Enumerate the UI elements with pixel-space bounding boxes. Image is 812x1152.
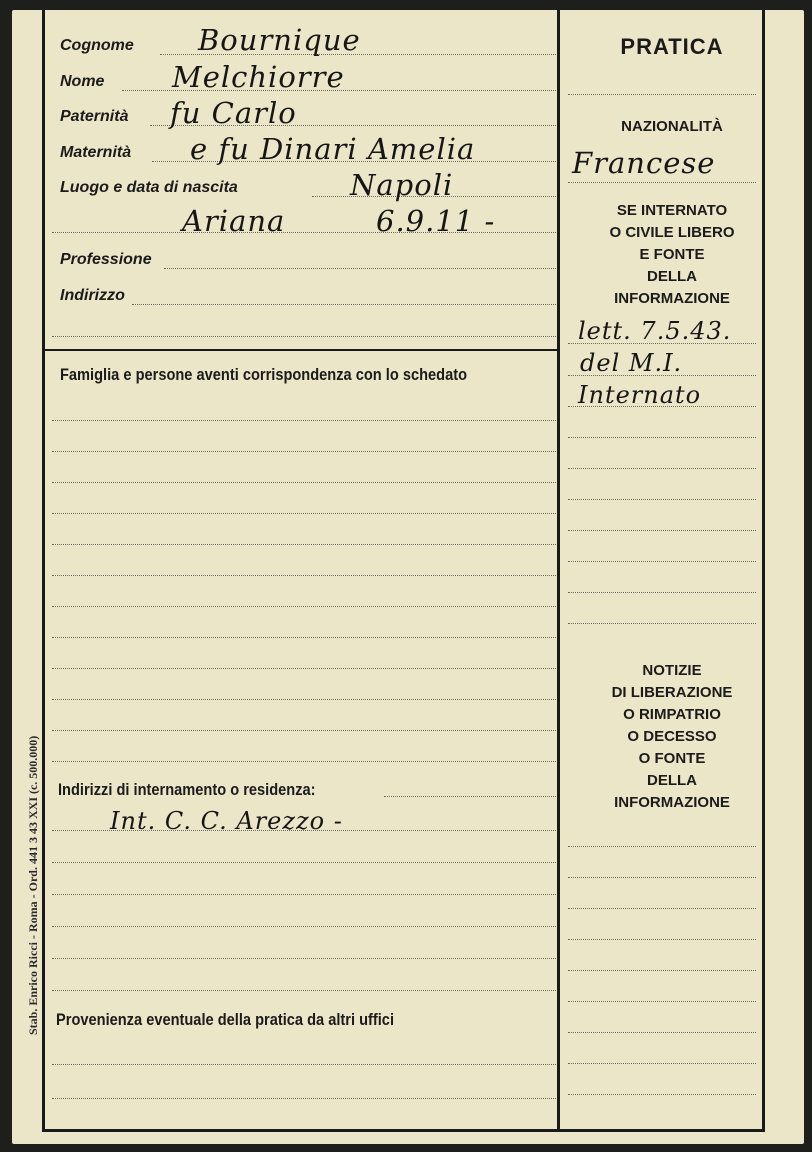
- fill-line: [568, 499, 756, 500]
- internato-value-3: Internato: [578, 381, 702, 409]
- fill-line: [568, 561, 756, 562]
- internato-line: SE INTERNATO: [616, 202, 728, 219]
- fill-line: [52, 894, 556, 895]
- fill-line: [52, 761, 556, 762]
- right-border: [762, 10, 765, 1132]
- fill-line: [52, 926, 556, 927]
- fill-line: [52, 420, 556, 421]
- fill-line: [52, 451, 556, 452]
- fill-line: [52, 336, 556, 337]
- nazionalita-label: NAZIONALITÀ: [621, 118, 723, 135]
- fill-line: [52, 668, 556, 669]
- section-famiglia: Famiglia e persone aventi corrispondenza con lo schedato: [60, 365, 468, 384]
- record-card: [12, 10, 804, 1144]
- fill-line: [52, 1064, 556, 1065]
- notizie-line: O RIMPATRIO: [623, 706, 721, 723]
- fill-line: [568, 468, 756, 469]
- fill-line: [568, 939, 756, 940]
- label-professione: Professione: [60, 251, 152, 268]
- fill-line: [568, 846, 756, 847]
- fill-line: [52, 699, 556, 700]
- internato-value-2: del M.I.: [580, 349, 683, 377]
- fill-line: [568, 908, 756, 909]
- bottom-border: [42, 1129, 765, 1132]
- fill-line: [52, 862, 556, 863]
- label-luogo-data: Luogo e data di nascita: [60, 179, 238, 196]
- fill-line: [52, 575, 556, 576]
- fill-line: [52, 606, 556, 607]
- fill-line: [568, 592, 756, 593]
- label-maternita: Maternità: [60, 144, 132, 161]
- fill-line: [568, 94, 756, 95]
- section-provenienza: Provenienza eventuale della pratica da altri uffici: [56, 1010, 395, 1029]
- internato-line: E FONTE: [639, 246, 705, 263]
- value-maternita: e fu Dinari Amelia: [190, 132, 476, 166]
- value-cognome: Bournique: [198, 23, 361, 57]
- fill-line: [52, 990, 556, 991]
- pratica-title: PRATICA: [620, 34, 724, 59]
- left-border: [42, 10, 45, 1132]
- fill-line: [568, 970, 756, 971]
- fill-line: [384, 796, 556, 797]
- fill-line: [568, 530, 756, 531]
- fill-line: [52, 544, 556, 545]
- fill-line: [568, 1001, 756, 1002]
- value-nome: Melchiorre: [172, 60, 345, 94]
- fill-line: [568, 437, 756, 438]
- fill-line: [568, 1094, 756, 1095]
- fill-line: [164, 268, 556, 269]
- printer-imprint: Stab. Enrico Ricci - Roma - Ord. 441 3 43 XXI (c. 500.000): [26, 735, 40, 1035]
- notizie-line: DI LIBERAZIONE: [611, 684, 733, 701]
- notizie-line: NOTIZIE: [642, 662, 702, 679]
- internato-line: O CIVILE LIBERO: [609, 224, 735, 241]
- value-luogo-2: Ariana: [182, 204, 286, 238]
- fill-line: [52, 958, 556, 959]
- label-nome: Nome: [60, 73, 105, 90]
- column-divider: [557, 10, 560, 1132]
- fill-line: [52, 830, 556, 831]
- internato-value-1: lett. 7.5.43.: [578, 317, 732, 345]
- value-data: 6.9.11 -: [376, 204, 496, 238]
- fill-line: [568, 623, 756, 624]
- fill-line: [132, 304, 556, 305]
- section-divider: [42, 349, 560, 351]
- fill-line: [52, 513, 556, 514]
- nazionalita-value: Francese: [572, 146, 716, 180]
- value-indirizzi: Int. C. C. Arezzo -: [110, 807, 343, 835]
- notizie-line: DELLA: [647, 772, 697, 789]
- internato-line: INFORMAZIONE: [614, 290, 730, 307]
- fill-line: [52, 1098, 556, 1099]
- internato-line: DELLA: [647, 268, 697, 285]
- label-paternita: Paternità: [60, 108, 129, 125]
- fill-line: [568, 1032, 756, 1033]
- fill-line: [52, 730, 556, 731]
- fill-line: [568, 343, 756, 344]
- value-luogo: Napoli: [350, 168, 454, 202]
- fill-line: [568, 877, 756, 878]
- fill-line: [568, 182, 756, 183]
- notizie-line: INFORMAZIONE: [614, 794, 730, 811]
- section-indirizzi: Indirizzi di internamento o residenza:: [58, 780, 316, 799]
- fill-line: [568, 406, 756, 407]
- fill-line: [52, 482, 556, 483]
- fill-line: [568, 375, 756, 376]
- fill-line: [52, 637, 556, 638]
- notizie-line: O DECESSO: [627, 728, 717, 745]
- fill-line: [568, 1063, 756, 1064]
- notizie-line: O FONTE: [638, 750, 706, 767]
- label-cognome: Cognome: [60, 37, 134, 54]
- label-indirizzo: Indirizzo: [60, 287, 125, 304]
- value-paternita: fu Carlo: [170, 96, 297, 130]
